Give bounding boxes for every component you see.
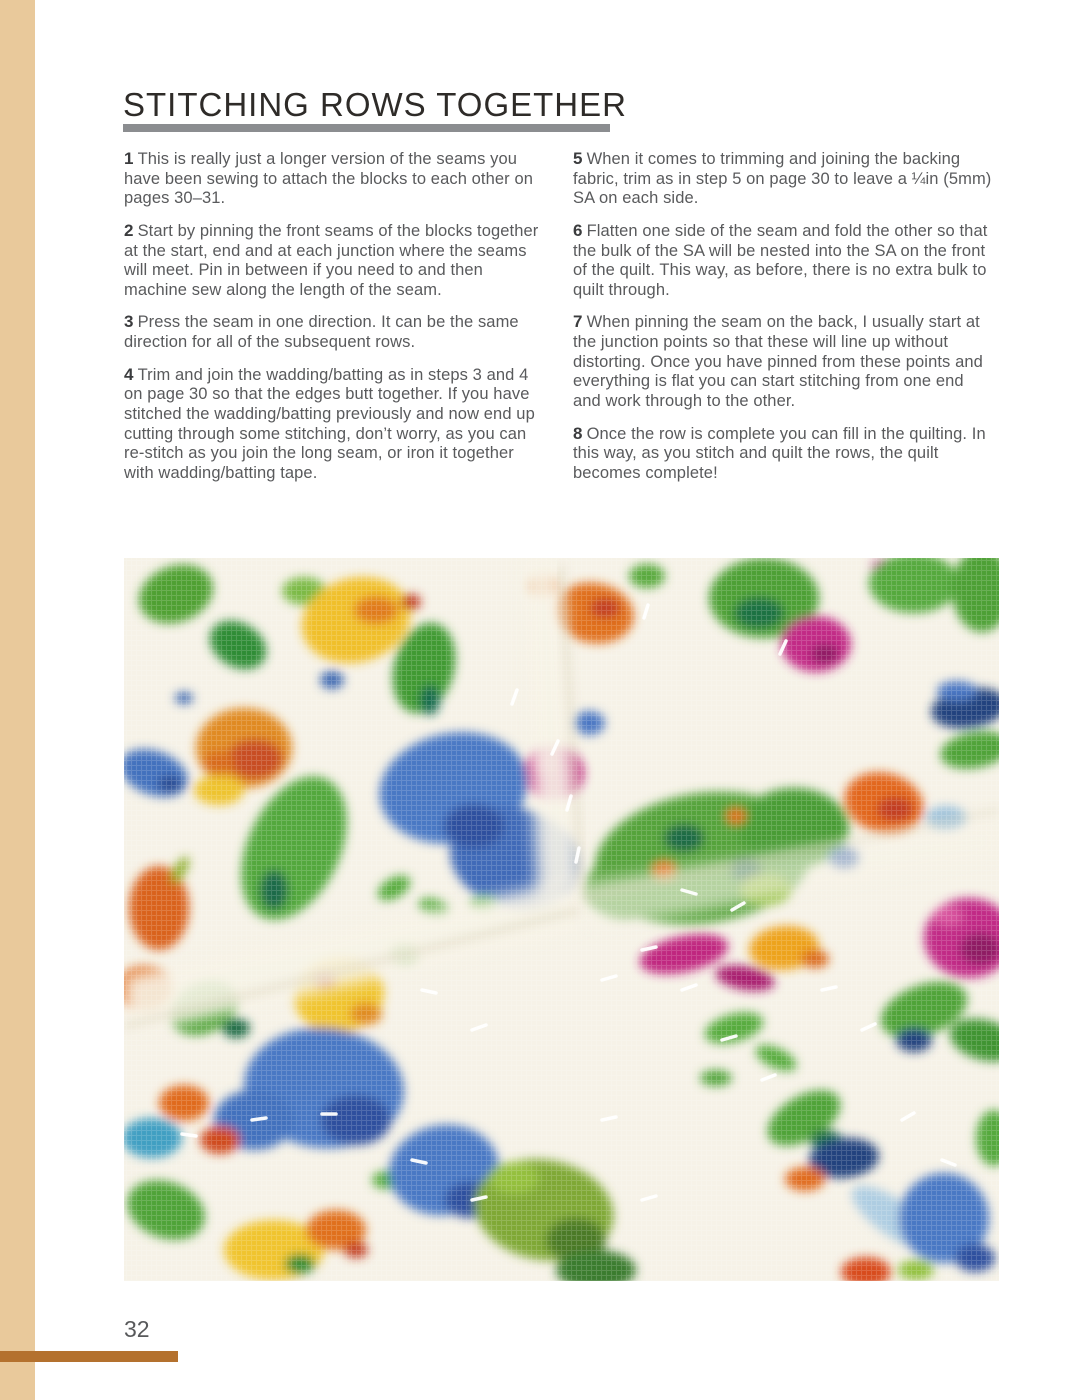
step-2: [124, 221, 545, 301]
step-5-text: When it comes to trimming and joining the backing fabric, trim as in step 5 on page 30 to leave a ¼in (5mm) SA on each side.: [573, 150, 992, 208]
step-4-number: 4: [124, 364, 134, 384]
step-4: [124, 365, 545, 484]
step-7: [573, 312, 994, 411]
footer-accent-bar: [0, 1351, 178, 1362]
step-8-text: Once the row is complete you can fill in the quilting. In this way, as you stitch and quilt the rows, the quilt becomes complete!: [573, 424, 986, 482]
instruction-columns: [124, 149, 994, 495]
right-column: [573, 149, 994, 495]
left-column: [124, 149, 545, 495]
step-5: [573, 149, 994, 209]
step-1-number: 1: [124, 149, 134, 168]
step-3: [124, 312, 545, 352]
step-1: [124, 149, 545, 209]
step-4-text: Trim and join the wadding/batting as in steps 3 and 4 on page 30 so that the edges butt together. If you have stitched the wadding/batting previously and now end up cutting through some stitching, don’t worry, as you can re-stitch as you join the long seam, or iron it together with wadding/batting tape.: [124, 365, 535, 482]
fabric-weave-texture: [124, 558, 999, 1281]
step-2-text: Start by pinning the front seams of the blocks together at the start, end and at each junction where the seams will meet. Pin in between if you need to and then machine sew along the length of the seam.: [124, 221, 539, 299]
left-margin-accent-bar: [0, 0, 35, 1400]
step-8: [573, 424, 994, 484]
step-8-number: 8: [573, 423, 583, 443]
step-7-text: When pinning the seam on the back, I usually start at the junction points so that these will line up without distorting. Once you have pinned from these points and everything is flat you can start stitching from one end and work through to the other.: [573, 313, 983, 410]
page-number: 32: [124, 1316, 150, 1342]
quilt-photo: [124, 558, 999, 1281]
step-3-number: 3: [124, 312, 134, 332]
quilt-photo-illustration: [124, 558, 999, 1281]
step-7-number: 7: [573, 312, 583, 332]
page-title: STITCHING ROWS TOGETHER: [123, 86, 627, 123]
step-6-number: 6: [573, 220, 583, 240]
step-1-text: This is really just a longer version of the seams you have been sewing to attach the blocks to each other on pages 30–31.: [124, 150, 534, 208]
step-2-number: 2: [124, 220, 134, 240]
step-6: [573, 221, 994, 301]
title-underline-rule: [123, 124, 610, 132]
step-6-text: Flatten one side of the seam and fold the other so that the bulk of the SA will be nested into the SA on the front of the quilt. This way, as before, there is no extra bulk to quilt through.: [573, 221, 988, 299]
step-5-number: 5: [573, 149, 583, 168]
step-3-text: Press the seam in one direction. It can be the same direction for all of the subsequent rows.: [124, 313, 519, 351]
title-block: [123, 88, 627, 132]
